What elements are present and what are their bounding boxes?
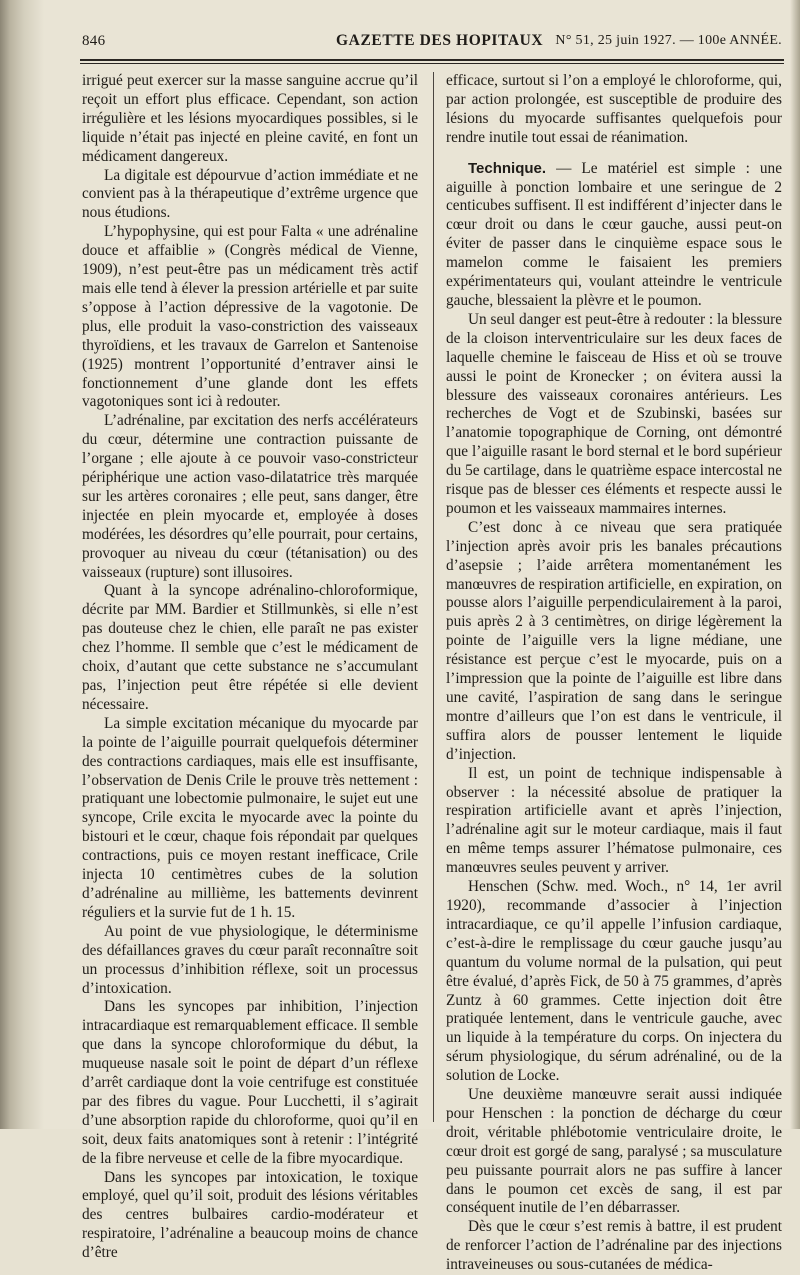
paragraph-text: Dès que le cœur s’est remis à battre, il est prudent de renforcer l’action de l’adrénaline par des injections intraveineuses ou sous-cutanées de médica- bbox=[446, 1218, 782, 1274]
paragraph bbox=[82, 923, 418, 999]
paragraph bbox=[446, 765, 782, 878]
paragraph-text: La digitale est dépourvue d’action immédiate et ne convient pas à la thérapeutique d’extrême urgence que nous étudions. bbox=[82, 166, 418, 222]
paragraph bbox=[82, 1169, 418, 1264]
header-rule bbox=[80, 59, 784, 61]
header-rule-thin bbox=[80, 63, 784, 64]
paragraph-text: La simple excitation mécanique du myocarde par la pointe de l’aiguille pourrait quelquefois déterminer des contractions cardiaques, mais elle est insuffisante, l’observation de Denis Crile le prouve très nettement : pratiquant une lobectomie pulmonaire, le sujet eut une syncope, Crile excita le myocarde avec la pointe du bistouri et le cœur, chaque fois répondait par quelques contractions, puis ce moyen restant inefficace, Crile injecta 10 centimètres cubes de la solution d’adrénaline au millième, les battements devinrent réguliers et la survie fut de 1 h. 15. bbox=[82, 714, 418, 921]
paragraph-text: Dans les syncopes par inhibition, l’injection intracardiaque est remarquablement efficace. Il semble que dans la syncope chloroformique du début, la muqueuse nasale soit le point de départ d’un réflexe d’arrêt cardiaque dont la voie centrifuge est constituée par des fibres du vague. Pour Lucchetti, il s’agirait d’une absorption rapide du chloroforme, quoi qu’il en soit, deux faits anatomiques sont à retenir : l’intégrité de la fibre nerveuse et celle de la fibre myocardique. bbox=[82, 998, 418, 1167]
section-heading: Technique. bbox=[468, 159, 547, 177]
paragraph bbox=[446, 878, 782, 1086]
left-column bbox=[82, 72, 418, 1263]
paragraph bbox=[82, 412, 418, 582]
column-divider bbox=[433, 72, 434, 1122]
paragraph bbox=[82, 223, 418, 412]
paragraph-text: Un seul danger est peut-être à redouter : la blessure de la cloison interventriculaire sur les deux faces de laquelle chemine le faisceau de Hiss et où se trouve aussi le point de Kronecker ; on évitera aussi la blessure des vaisseaux coronaires antérieurs. Les recherches de Vogt et de Szubinski, basées sur l’anatomie topographique de Corning, ont démontré que l’aiguille rasant le bord sternal et le bord supérieur du 5e cartilage, dans le quatrième espace intercostal ne risque pas de blesser ces éléments et respecte aussi le poumon et les vaisseaux mammaires internes. bbox=[446, 310, 782, 517]
paragraph bbox=[82, 998, 418, 1168]
paragraph-text: L’adrénaline, par excitation des nerfs accélérateurs du cœur, détermine une contraction puissante de l’organe ; elle ajoute à ce pouvoir vaso-constricteur périphérique une action vaso-dilatatrice très marquée sur les artères coronaires ; elle peut, sans danger, être injectée en plein myocarde et, employée à doses modérées, les désordres qu’elle pourrait, pour certains, provoquer au niveau du cœur (tétanisation) ou des vaisseaux (rupture) sont illusoires. bbox=[82, 412, 418, 581]
paragraph-text: efficace, surtout si l’on a employé le chloroforme, qui, par action prolongée, est susceptible de produire des lésions du myocarde suffisantes quelquefois pour rendre inutile tout essai de réanimation. bbox=[446, 72, 782, 146]
right-column bbox=[446, 72, 782, 1275]
paragraph-text: Quant à la syncope adrénalino-chloroformique, décrite par MM. Bardier et Stillmunkès, si elle n’est pas douteuse chez le chien, elle paraît ne pas exister chez l’homme. Il semble que c’est le médicament de choix, d’autant que cette substance ne s’accumulant pas, l’injection peut être répétée si elle devient nécessaire. bbox=[82, 582, 418, 713]
paragraph bbox=[446, 160, 782, 311]
paragraph bbox=[446, 1218, 782, 1275]
paragraph bbox=[446, 1086, 782, 1218]
paragraph bbox=[82, 72, 418, 167]
paragraph-text: Au point de vue physiologique, le déterminisme des défaillances graves du cœur paraît reconnaître soit un processus d’inhibition réflexe, soit un processus d’intoxication. bbox=[82, 922, 418, 997]
issue-info: N° 51, 25 juin 1927. — 100e ANNÉE. bbox=[555, 33, 782, 48]
paragraph bbox=[446, 519, 782, 765]
paragraph-text: Une deuxième manœuvre serait aussi indiquée pour Henschen : la ponction de décharge du cœur droit, véritable phlébotomie ventriculaire droite, le cœur droit est gorgé de sang, paralysé ; sa musculature peu puissante pourrait alors ne pas suffire à lancer dans le poumon cet excès de sang, il est par conséquent inutile de l’en débarrasser. bbox=[446, 1086, 782, 1217]
paragraph bbox=[82, 582, 418, 714]
paragraph bbox=[82, 167, 418, 224]
paragraph-text: L’hypophysine, qui est pour Falta « une adrénaline douce et affaiblie » (Congrès médical de Vienne, 1909), n’est peut-être pas un médicament très actif mais elle tend à élever la pression artérielle et par suite s’oppose à l’action dépressive de la vagotonie. De plus, elle produit la vaso-constriction des vaisseaux thyroïdiens, et les travaux de Garrelon et Santenoise (1925) montrent l’opportunité d’entraver ainsi le fonctionnement d’une glande dont les effets vagotoniques sont ici à redouter. bbox=[82, 223, 418, 411]
paragraph-text: Il est, un point de technique indispensable à observer : la nécessité absolue de pratiquer la respiration artificielle avant et après l’injection, l’adrénaline agit sur le moteur cardiaque, mais il faut en même temps assurer l’hématose pulmonaire, ces manœuvres seules peuvent y arriver. bbox=[446, 764, 782, 877]
page-binding-shadow bbox=[0, 0, 44, 1129]
paragraph-text: Dans les syncopes par intoxication, le toxique employé, quel qu’il soit, produit des lésions véritables des centres bulbaires cardio-modérateur et respiratoire, l’adrénaline a beaucoup moins de chance d’être bbox=[82, 1168, 418, 1262]
page-number: 846 bbox=[82, 33, 106, 49]
paragraph-text: — Le matériel est simple : une aiguille à ponction lombaire et une seringue de 2 centicubes suffisent. Il est indifférent d’injecter dans le cœur droit ou dans le cœur gauche, aussi peut-on éviter de passer dans le cinquième espace sous le mamelon comme le faisaient les premiers expérimentateurs qui, voulant atteindre le ventricule gauche, blessaient la plèvre et le poumon. bbox=[446, 159, 782, 309]
paragraph bbox=[446, 311, 782, 519]
paragraph-text: irrigué peut exercer sur la masse sanguine accrue qu’il reçoit un effort plus efficace. Cependant, son action irrégulière et les lésions myocardiques possibles, si le liquide n’était pas injecté en pleine cavité, en font un médicament dangereux. bbox=[82, 72, 418, 165]
paragraph-text: Henschen (Schw. med. Woch., n° 14, 1er avril 1920), recommande d’associer à l’injection intracardiaque, ce qu’il appelle l’infusion cardiaque, c’est-à-dire le remplissage du cœur gauche jusqu’au quantum du volume normal de la pulsation, qui peut être évalué, d’après Fick, de 50 à 75 grammes, d’après Zuntz à 60 grammes. Cette injection doit être pratiquée lentement, dans le ventricule gauche, avec un liquide à la température du corps. On injectera du sérum physiologique, du sérum adrénaliné, ou de la solution de Locke. bbox=[446, 878, 782, 1085]
paragraph bbox=[82, 715, 418, 923]
running-header bbox=[82, 30, 782, 56]
paragraph-text: C’est donc à ce niveau que sera pratiquée l’injection après avoir pris les banales précautions d’asepsie ; l’aide arrêtera momentanément les manœuvres de respiration artificielle, en expiration, on pousse alors l’aiguille perpendiculairement à la paroi, puis après 2 à 3 centimètres, on dirige légèrement la pointe de l’aiguille vers la ligne médiane, une résistance est perçue c’est le myocarde, puis on a l’impression que la pointe de l’aiguille est libre dans une cavité, l’aspiration de sang dans le seringue montre d’ailleurs que l’on est dans le ventricule, il suffira alors de pousser lentement le liquide d’injection. bbox=[446, 518, 782, 763]
journal-title: GAZETTE DES HOPITAUX bbox=[336, 32, 544, 49]
paragraph bbox=[446, 72, 782, 148]
page-edge-shadow bbox=[790, 0, 800, 1129]
